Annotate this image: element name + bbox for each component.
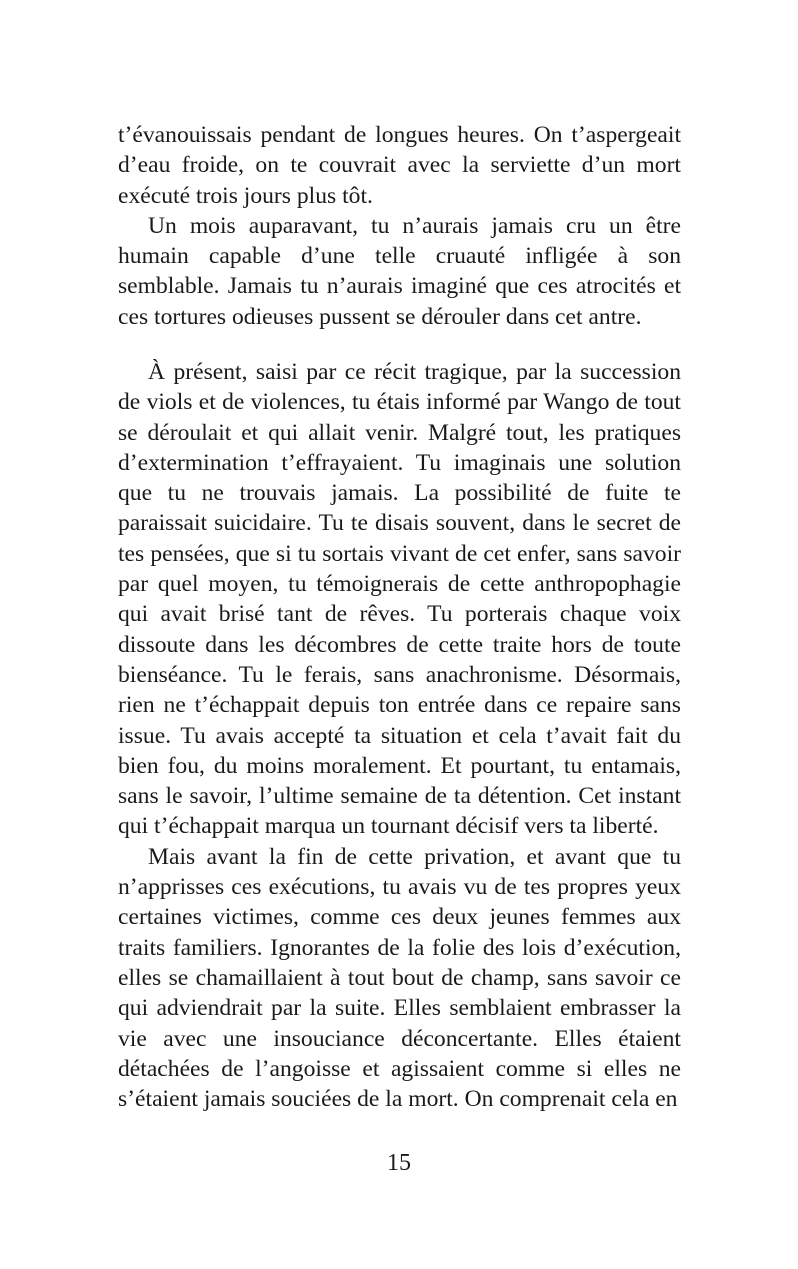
paragraph: Un mois auparavant, tu n’aurais jamais cru un être humain capable d’une telle cruauté infligée à son semblable. Jamais tu n’aurais imaginé que ces atrocités et ces tortures odieuses pussent se dérouler dans cet antre. [118,212,681,330]
text-section-1 [118,120,681,332]
paragraph: À présent, saisi par ce récit tragique, par la succession de viols et de violences, tu étais informé par Wango de tout se déroulait et qui allait venir. Malgré tout, les pratiques d’extermination t’effrayaient. Tu imaginais une solution que tu ne trouvais jamais. La possibilité de fuite te paraissait suicidaire. Tu te disais souvent, dans le secret de tes pensées, que si tu sortais vivant de cet enfer, sans savoir par quel moyen, tu témoignerais de cette anthropophagie qui avait brisé tant de rêves. Tu porterais chaque voix dissoute dans les décombres de cette traite hors de toute bienséance. Tu le ferais, sans anachronisme. Désormais, rien ne t’échappait depuis ton entrée dans ce repaire sans issue. Tu avais accepté ta situation et cela t’avait fait du bien fou, du moins moralement. Et pourtant, tu entamais, sans le savoir, l’ultime semaine de ta détention. Cet instant qui t’échappait marqua un tournant décisif vers ta liberté. [118,359,681,840]
paragraph: Mais avant la fin de cette privation, et avant que tu n’apprisses ces exécutions, tu avais vu de tes propres yeux certaines victimes, comme ces deux jeunes femmes aux traits familiers. Ignorantes de la folie des lois d’exécution, elles se chamaillaient à tout bout de champ, sans savoir ce qui adviendrait par la suite. Elles semblaient embrasser la vie avec une insouciance déconcertante. Elles étaient détachées de l’angoisse et agissaient comme si elles ne s’étaient jamais souciées de la mort. On comprenait cela en [118,843,681,1113]
page-number: 15 [387,1150,411,1176]
paragraph-continuation: t’évanouissais pendant de longues heures. On t’aspergeait d’eau froide, on te couvrait avec la serviette d’un mort exécuté trois jours plus tôt. [118,122,681,209]
text-section-2 [118,357,681,1114]
